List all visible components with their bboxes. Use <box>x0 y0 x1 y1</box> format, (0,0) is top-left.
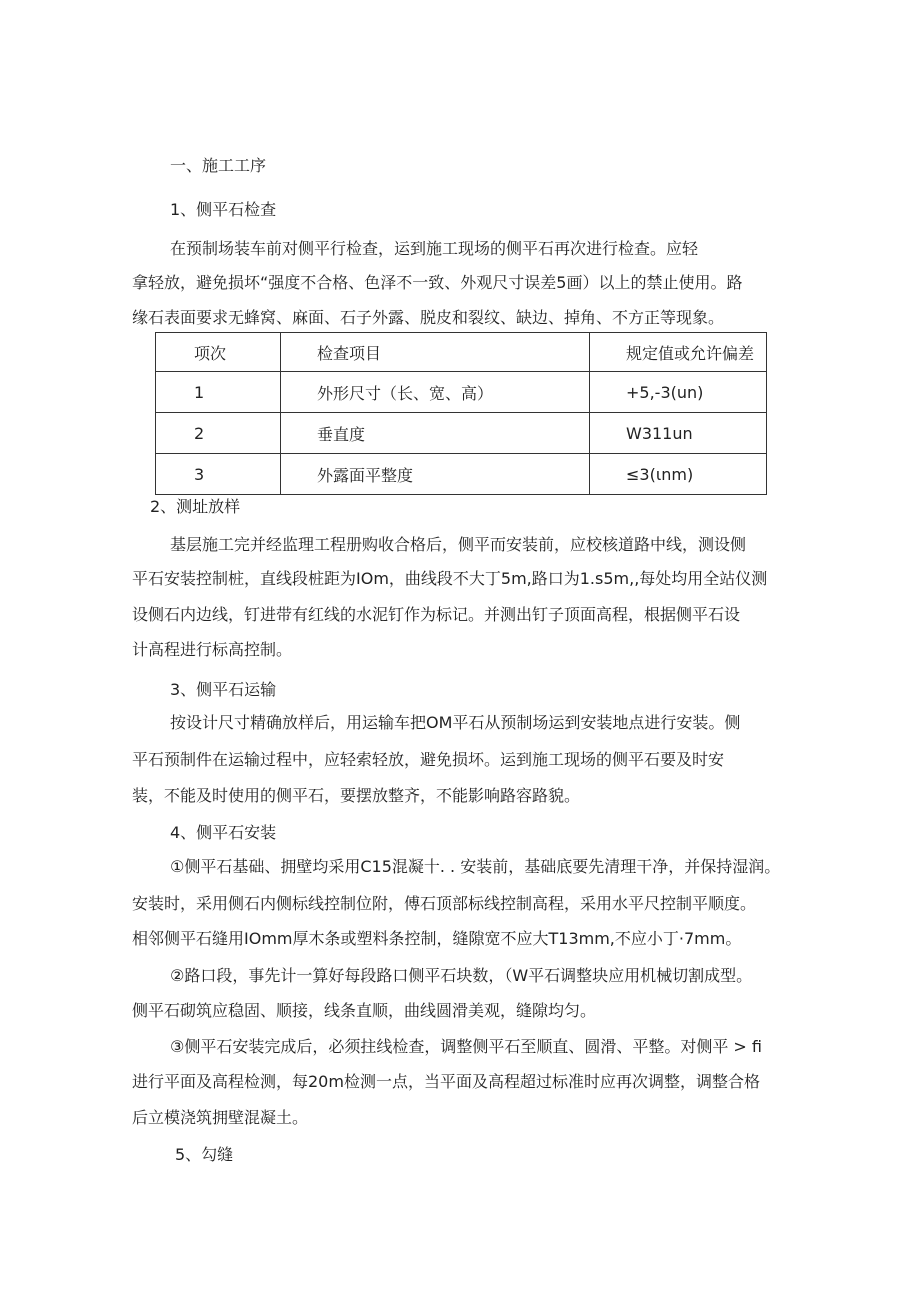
table-cell: 外形尺寸（长、宽、高） <box>281 372 590 413</box>
paragraph-line: 按设计尺寸精确放样后，用运输车把OM平石从预制场运到安装地点进行安装。侧 <box>170 713 741 732</box>
paragraph-line: 设侧石内边线，钉进带有红线的水泥钉作为标记。并测出钉子顶面高程，根据侧平石设 <box>132 605 741 624</box>
inspection-table <box>155 332 767 495</box>
table-header-cell: 检查项目 <box>281 333 590 372</box>
section-title-survey: 2、测址放样 <box>150 497 241 516</box>
table-row <box>156 372 767 413</box>
table-cell: 垂直度 <box>281 413 590 454</box>
table-cell: 2 <box>156 413 281 454</box>
table-cell: 3 <box>156 454 281 495</box>
section-title-installation: 4、侧平石安装 <box>170 823 277 842</box>
paragraph-line: 基层施工完并经监理工程册购收合格后，侧平而安装前，应校核道路中线，测设侧 <box>170 535 747 554</box>
section-title-pointing: 5、勾缝 <box>175 1145 234 1164</box>
paragraph-line: ②路口段，事先计一算好每段路口侧平石块数，（W平石调整块应用机械切割成型。 <box>170 966 753 985</box>
paragraph-line: 安装时，采用侧石内侧标线控制位附，傅石顶部标线控制高程，采用水平尺控制平顺度。 <box>132 894 757 913</box>
paragraph-line: 装，不能及时使用的侧平石，要摆放整齐，不能影响路容路貌。 <box>132 786 581 805</box>
table-cell: ≤3(ιnm) <box>590 454 767 495</box>
table-row <box>156 454 767 495</box>
paragraph-line: 平石预制件在运输过程中，应轻索轻放，避免损坏。运到施工现场的侧平石要及时安 <box>132 750 725 769</box>
table-cell: +5,-3(un) <box>590 372 767 413</box>
paragraph-line: 后立模浇筑拥壁混凝土。 <box>132 1108 309 1127</box>
paragraph-line: 计高程进行标高控制。 <box>132 640 293 659</box>
paragraph-line: ①侧平石基础、拥壁均采用C15混凝十. . 安装前，基础底要先清理干净，并保持湿润。 <box>170 857 781 876</box>
table-row <box>156 413 767 454</box>
paragraph-line: 在预制场装车前对侧平行检查，运到施工现场的侧平石再次进行检查。应轻 <box>170 239 699 258</box>
table-cell: 外露面平整度 <box>281 454 590 495</box>
paragraph-line: 侧平石砌筑应稳固、顺接，线条直顺，曲线圆滑美观，缝隙均匀。 <box>132 1001 597 1020</box>
section-title-inspection: 1、侧平石检查 <box>170 200 277 219</box>
paragraph-line: 拿轻放，避免损坏“强度不合格、色泽不一致、外观尺寸误差5画）以上的禁止使用。路 <box>132 273 743 292</box>
table-header-cell: 项次 <box>156 333 281 372</box>
paragraph-line: 缘石表面要求无蜂窝、麻面、石子外露、脱皮和裂纹、缺边、掉角、不方正等现象。 <box>132 308 725 327</box>
paragraph-line: 进行平面及高程检测，每20m检测一点，当平面及高程超过标准时应再次调整，调整合格 <box>132 1072 760 1091</box>
paragraph-line: ③侧平石安装完成后，必须拄线检查，调整侧平石至顺直、圆滑、平整。对侧平 > fi <box>170 1037 763 1056</box>
paragraph-line: 平石安装控制桩，直线段桩距为IOm，曲线段不大丁5m,路口为1.s5m,,每处均用全站仪测 <box>132 569 768 588</box>
table-cell: W311un <box>590 413 767 454</box>
paragraph-line: 相邻侧平石缝用IOmm厚木条或塑料条控制，缝隙宽不应大T13mm,不应小丁·7mm。 <box>132 929 742 948</box>
table-header-row <box>156 333 767 372</box>
section-title-transport: 3、侧平石运输 <box>170 680 277 699</box>
section-title-construction-process: 一、施工工序 <box>170 156 267 175</box>
table-header-cell: 规定值或允许偏差 <box>590 333 767 372</box>
table-cell: 1 <box>156 372 281 413</box>
